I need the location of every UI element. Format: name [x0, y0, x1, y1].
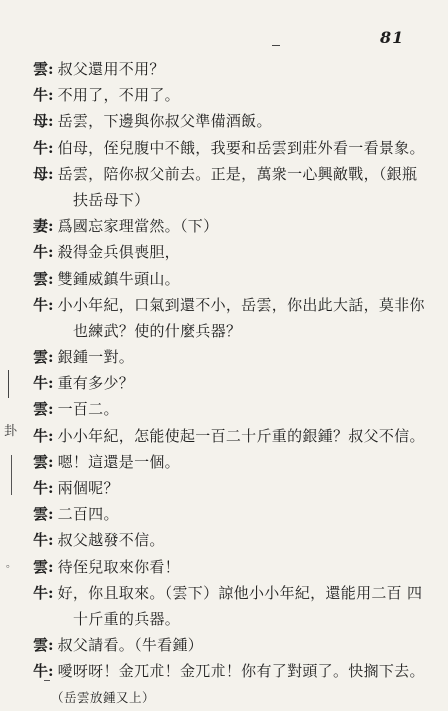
speaker-name: 牛 — [33, 295, 49, 314]
speech-text: 扶岳母下） — [73, 190, 150, 209]
dialogue-line — [33, 344, 433, 370]
speaker-colon: : — [48, 295, 54, 314]
speech-text: 不用了，不用了。 — [57, 86, 180, 105]
dialogue-line — [33, 396, 433, 422]
margin-mark — [11, 455, 12, 495]
speech-text: 兩個呢？ — [57, 479, 119, 497]
dialogue-line — [33, 108, 433, 134]
speaker-name: 牛 — [33, 662, 49, 681]
dialogue-line — [33, 56, 433, 82]
speaker-colon: : — [48, 164, 54, 183]
speech-text: 十斤重的兵器。 — [73, 609, 181, 628]
dialogue-line — [33, 239, 433, 265]
speaker-name: 牛 — [33, 531, 49, 550]
speech-text: 岳雲，陪你叔父前去。正是，萬衆一心興敵戰，（銀瓶 — [57, 164, 418, 183]
margin-glyph: 卦 — [4, 424, 18, 439]
speaker-name: 雲 — [33, 636, 49, 655]
speaker-name: 母 — [33, 112, 49, 131]
speaker-colon: : — [48, 531, 54, 550]
dialogue-line — [33, 161, 433, 187]
dialogue-line — [33, 632, 433, 658]
dialogue-line — [33, 475, 433, 501]
speaker-colon: : — [48, 217, 54, 236]
speech-text: 銀鍾一對。 — [57, 348, 135, 367]
speaker-colon: : — [48, 426, 54, 445]
speaker-colon: : — [48, 583, 54, 602]
margin-mark — [8, 370, 9, 398]
speaker-colon: : — [48, 86, 54, 105]
speaker-colon: : — [48, 348, 54, 367]
speaker-name: 牛 — [33, 374, 49, 393]
dialogue-line — [33, 658, 433, 684]
speech-text: 二百四。 — [57, 505, 119, 524]
speaker-colon: : — [48, 374, 54, 393]
speaker-name: 雲 — [33, 505, 49, 524]
speaker-colon: : — [48, 636, 54, 655]
dialogue-line — [33, 213, 433, 239]
speaker-name: 母 — [33, 164, 49, 183]
speech-text: 叔父越發不信。 — [57, 531, 165, 550]
speech-text: 嗯！這還是一個。 — [57, 452, 180, 471]
speech-text: 小小年紀，口氣到還不小，岳雲，你出此大話，莫非你 — [57, 295, 425, 314]
speaker-colon: : — [48, 138, 54, 157]
dialogue-line — [33, 501, 433, 527]
speech-text: 重有多少？ — [57, 374, 135, 393]
dialogue-line — [33, 527, 433, 553]
speech-text: 叔父請看。（牛看鍾） — [57, 636, 204, 655]
speaker-colon: : — [48, 269, 54, 288]
speaker-colon: : — [48, 479, 54, 497]
speaker-name: 雲 — [33, 60, 49, 78]
speech-text: 伯母，侄兒腹中不餓，我要和岳雲到莊外看一看景象。 — [57, 138, 425, 157]
speaker-name: 牛 — [33, 138, 49, 157]
speaker-colon: : — [48, 112, 54, 131]
speech-text: 殺得金兵俱喪胆， — [57, 243, 180, 262]
speaker-name: 牛 — [33, 426, 49, 445]
speaker-colon: : — [48, 662, 54, 681]
speech-text: 叔父還用不用？ — [57, 60, 165, 78]
dialogue-line — [33, 82, 433, 108]
dialogue-line — [33, 423, 433, 449]
speech-text: 岳雲，下邊與你叔父準備酒飯。 — [57, 112, 272, 131]
stage-direction: （岳雲放鍾又上） — [51, 689, 156, 705]
speaker-name: 雲 — [33, 269, 49, 288]
dialogue-line — [33, 449, 433, 475]
speaker-colon: : — [48, 557, 54, 576]
continuation-line — [33, 187, 433, 213]
speaker-colon: : — [48, 505, 54, 524]
speaker-colon: : — [48, 400, 54, 419]
speech-text: 一百二。 — [57, 400, 119, 419]
bottom-dash — [44, 680, 50, 681]
speaker-name: 牛 — [33, 86, 49, 105]
speaker-name: 雲 — [33, 348, 49, 367]
speech-text: 待侄兒取來你看！ — [57, 557, 180, 576]
speaker-colon: : — [48, 452, 54, 471]
speaker-name: 妻 — [33, 217, 49, 236]
dialogue-line — [33, 135, 433, 161]
speech-text: 爲國忘家理當然。（下） — [57, 217, 219, 236]
speech-text: 噯呀呀！金兀朮！金兀朮！你有了對頭了。快搁下去。 — [57, 662, 425, 681]
dialogue-line — [33, 580, 433, 606]
script-body — [33, 56, 433, 711]
top-dash — [272, 45, 280, 46]
continuation-line — [33, 318, 433, 344]
dialogue-line — [33, 292, 433, 318]
speaker-name: 牛 — [33, 583, 49, 602]
speaker-colon: : — [48, 243, 54, 262]
dialogue-line — [33, 554, 433, 580]
continuation-line — [33, 606, 433, 632]
speech-text: 好，你且取來。（雲下）諒他小小年紀，還能用二百 四 — [57, 583, 423, 602]
speaker-name: 雲 — [33, 557, 49, 576]
speech-text: 也練武？使的什麼兵器？ — [73, 321, 242, 340]
page-number: 81 — [380, 28, 405, 47]
speaker-name: 牛 — [33, 479, 49, 497]
dialogue-line — [33, 370, 433, 396]
speaker-name: 牛 — [33, 243, 49, 262]
dialogue-line — [33, 266, 433, 292]
speaker-name: 雲 — [33, 452, 49, 471]
margin-dot: 。 — [6, 559, 16, 570]
speech-text: 小小年紀，怎能使起一百二十斤重的銀鍾？叔父不信。 — [57, 426, 425, 445]
speech-text: 雙鍾威鎮牛頭山。 — [57, 269, 180, 288]
speaker-colon: : — [48, 60, 54, 78]
speaker-name: 雲 — [33, 400, 49, 419]
